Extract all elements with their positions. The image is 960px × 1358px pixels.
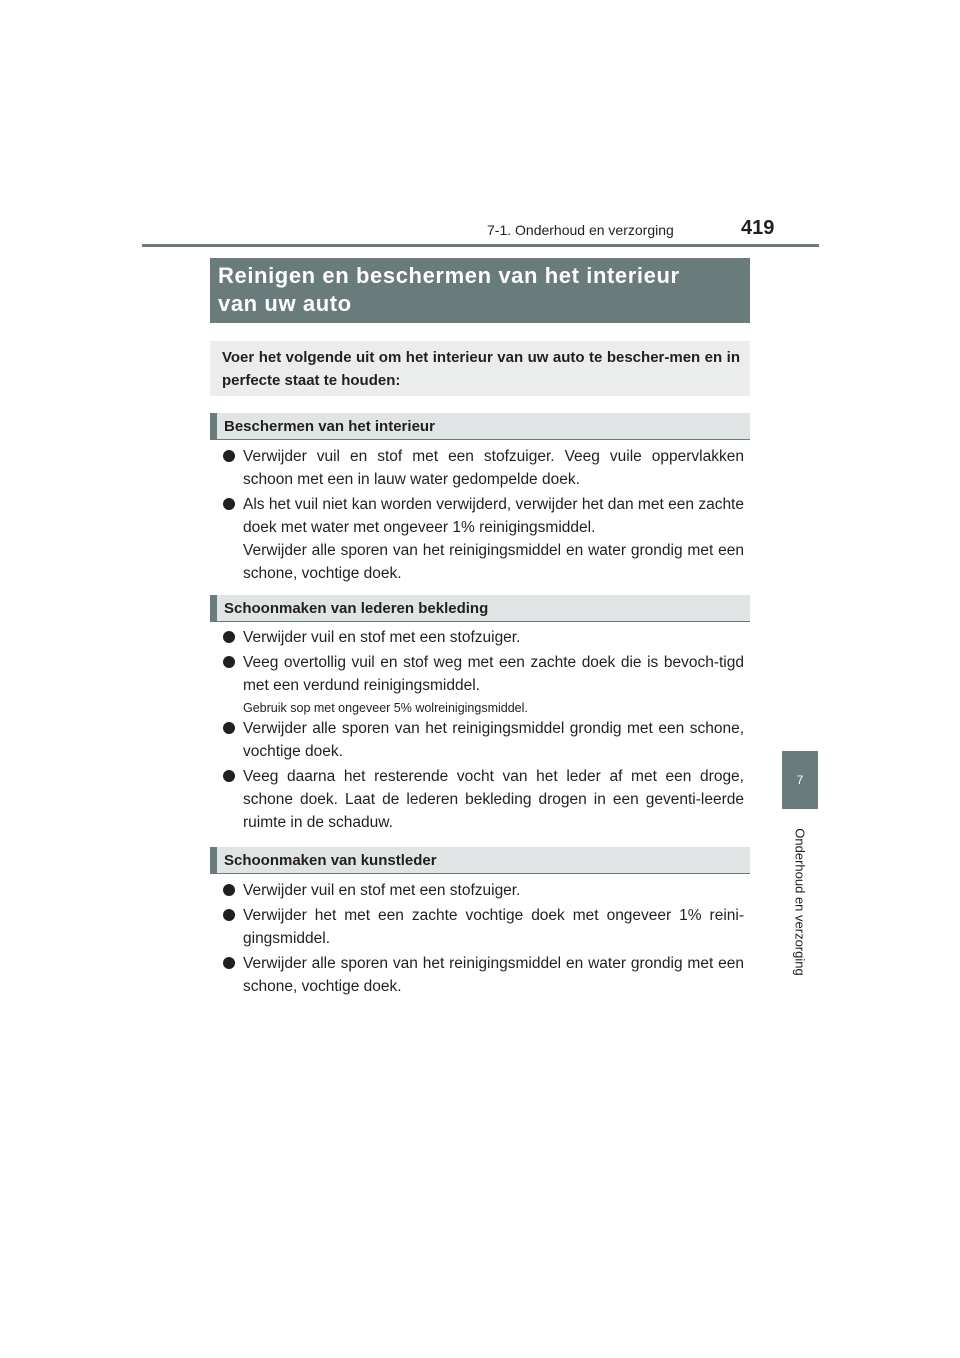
list-note: Gebruik sop met ongeveer 5% wolreinigingsmiddel.	[243, 701, 528, 715]
list-item-text: Verwijder vuil en stof met een stofzuiger.	[243, 882, 521, 899]
list-item	[223, 765, 744, 834]
section-heading-text: Schoonmaken van kunstleder	[224, 851, 437, 869]
bullet-icon	[223, 770, 235, 782]
bullet-icon	[223, 957, 235, 969]
bullet-icon	[223, 722, 235, 734]
bullet-icon	[223, 631, 235, 643]
section-heading-leather	[210, 595, 750, 622]
list-item	[223, 904, 744, 950]
bullet-icon	[223, 884, 235, 896]
bullet-icon	[223, 498, 235, 510]
bullet-icon	[223, 656, 235, 668]
list-item	[223, 651, 744, 697]
list-item	[223, 626, 744, 649]
section-title: 7-1. Onderhoud en verzorging	[487, 222, 674, 238]
section-list-artificial-leather	[223, 879, 744, 1000]
list-item-text: Veeg daarna het resterende vocht van het leder af met een droge, schone doek. Laat de lederen bekleding drogen in een geventi-leerde ruimte in de schaduw.	[243, 768, 744, 831]
page-title-box	[210, 258, 750, 323]
chapter-number: 7	[796, 773, 804, 787]
list-item-text: Als het vuil niet kan worden verwijderd, verwijder het dan met een zachte doek met water met ongeveer 1% reinigingsmiddel.	[243, 496, 744, 536]
bullet-icon	[223, 909, 235, 921]
header-rule	[142, 244, 819, 247]
bullet-icon	[223, 450, 235, 462]
list-item-text-continued: Verwijder alle sporen van het reinigingsmiddel en water grondig met een schone, vochtige doek.	[243, 542, 744, 582]
intro-text: Voer het volgende uit om het interieur van uw auto te bescher-men en in perfecte staat te houden:	[222, 349, 740, 389]
section-heading-text: Schoonmaken van lederen bekleding	[224, 599, 489, 617]
intro-box	[210, 341, 750, 396]
section-list-leather	[223, 626, 744, 836]
section-heading-interior	[210, 413, 750, 440]
chapter-title-vertical: Onderhoud en verzorging	[792, 828, 808, 976]
list-item	[223, 445, 744, 491]
section-heading-text: Beschermen van het interieur	[224, 417, 435, 435]
page-number: 419	[741, 217, 775, 239]
list-item	[223, 952, 744, 998]
list-item	[223, 717, 744, 763]
list-item-text: Verwijder vuil en stof met een stofzuiger. Veeg vuile oppervlakken schoon met een in lauw water gedompelde doek.	[243, 448, 744, 488]
section-list-interior	[223, 445, 744, 587]
list-item	[223, 493, 744, 585]
list-item-text: Verwijder alle sporen van het reinigingsmiddel grondig met een schone, vochtige doek.	[243, 720, 744, 760]
list-item	[223, 879, 744, 902]
chapter-tab	[782, 751, 818, 809]
list-item-text: Veeg overtollig vuil en stof weg met een zachte doek die is bevoch-tigd met een verdund reinigingsmiddel.	[243, 654, 744, 694]
list-item-text: Verwijder alle sporen van het reinigingsmiddel en water grondig met een schone, vochtige doek.	[243, 955, 744, 995]
page-title-line-1: Reinigen en beschermen van het interieur	[218, 263, 680, 288]
list-item-text: Verwijder het met een zachte vochtige doek met ongeveer 1% reini-gingsmiddel.	[243, 907, 744, 947]
page-title-line-2: van uw auto	[218, 291, 352, 316]
list-item-text: Verwijder vuil en stof met een stofzuiger.	[243, 629, 521, 646]
section-heading-artificial-leather	[210, 847, 750, 874]
